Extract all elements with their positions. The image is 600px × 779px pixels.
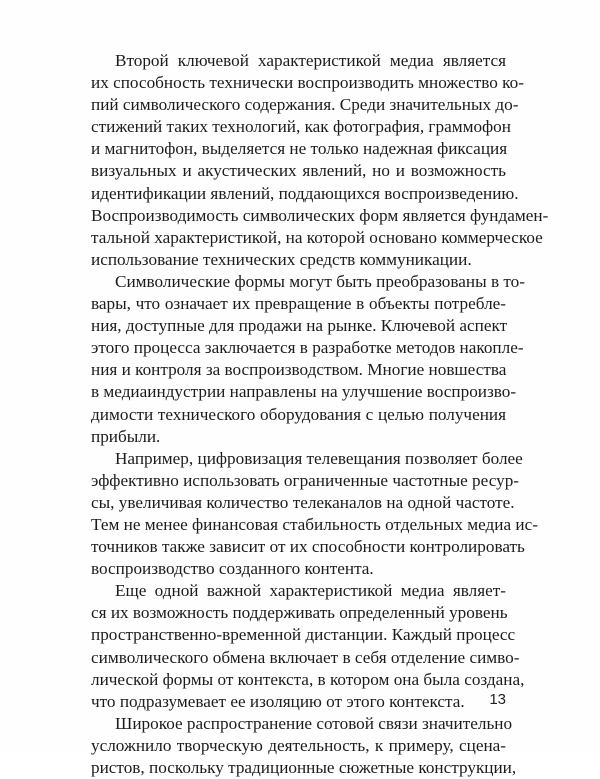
text-line: символического обмена включает в себя отделение симво- (91, 647, 520, 667)
text-line: димости технического оборудования с целью получения (91, 404, 506, 424)
text-line: что подразумевает ее изоляцию от этого контекста. (91, 691, 465, 711)
text-line: ся их возможность поддерживать определенный уровень (91, 603, 508, 623)
text-line: вары, что означает их превращение в объекты потребле- (91, 294, 506, 314)
text-line: Воспроизводимость символических форм является фундамен- (91, 205, 549, 225)
paragraph (91, 580, 525, 713)
text-line: воспроизводство созданного контента. (91, 559, 374, 579)
text-line: идентификации явлений, поддающихся воспроизведению. (91, 183, 519, 203)
text-line: усложнило творческую деятельность, к примеру, сцена- (91, 735, 506, 755)
text-line: лической формы от контекста, в котором она была создана, (91, 669, 525, 689)
text-line: ния и контроля за воспроизводством. Многие новшества (91, 360, 507, 380)
text-line: точников также зависит от их способности контролировать (91, 537, 525, 557)
text-line: ния, доступные для продажи на рынке. Ключевой аспект (91, 316, 508, 336)
text-line: тальной характеристикой, на которой основано коммерческое (91, 227, 543, 247)
text-line: использование технических средств коммуникации. (91, 249, 472, 269)
text-line: Еще одной важной характеристикой медиа являет- (115, 581, 506, 601)
paragraph (91, 713, 517, 779)
paragraph (91, 271, 525, 448)
text-line: пий символического содержания. Среди значительных до- (91, 95, 519, 115)
text-line: их способность технически воспроизводить множество ко- (91, 73, 524, 93)
text-line: Широкое распространение сотовой связи значительно (115, 713, 513, 733)
text-line: Например, цифровизация телевещания позволяет более (115, 448, 523, 468)
paragraph (91, 448, 538, 581)
text-line: этого процесса заключается в разработке методов накопле- (91, 338, 524, 358)
text-line: сы, увеличивая количество телеканалов на одной частоте. (91, 492, 515, 512)
page-number: 13 (489, 691, 506, 708)
text-line: стижений таких технологий, как фотография, граммофон (91, 117, 511, 137)
text-line: визуальных и акустических явлений, но и возможность (91, 161, 506, 181)
body-text (91, 50, 549, 779)
text-line: Второй ключевой характеристикой медиа является (115, 51, 506, 70)
text-line: ристов, поскольку традиционные сюжетные конструкции, (91, 758, 517, 777)
text-line: пространственно-временной дистанции. Каждый процесс (91, 625, 516, 645)
text-line: эффективно использовать ограниченные частотные ресур- (91, 470, 520, 490)
text-line: Тем не менее финансовая стабильность отдельных медиа ис- (91, 514, 538, 534)
paragraph (91, 50, 549, 271)
text-line: в медиаиндустрии направлены на улучшение воспроизво- (91, 382, 517, 402)
text-line: прибыли. (91, 426, 161, 446)
text-line: и магнитофон, выделяется не только надежная фиксация (91, 139, 508, 159)
text-line: Символические формы могут быть преобразованы в то- (115, 271, 525, 291)
